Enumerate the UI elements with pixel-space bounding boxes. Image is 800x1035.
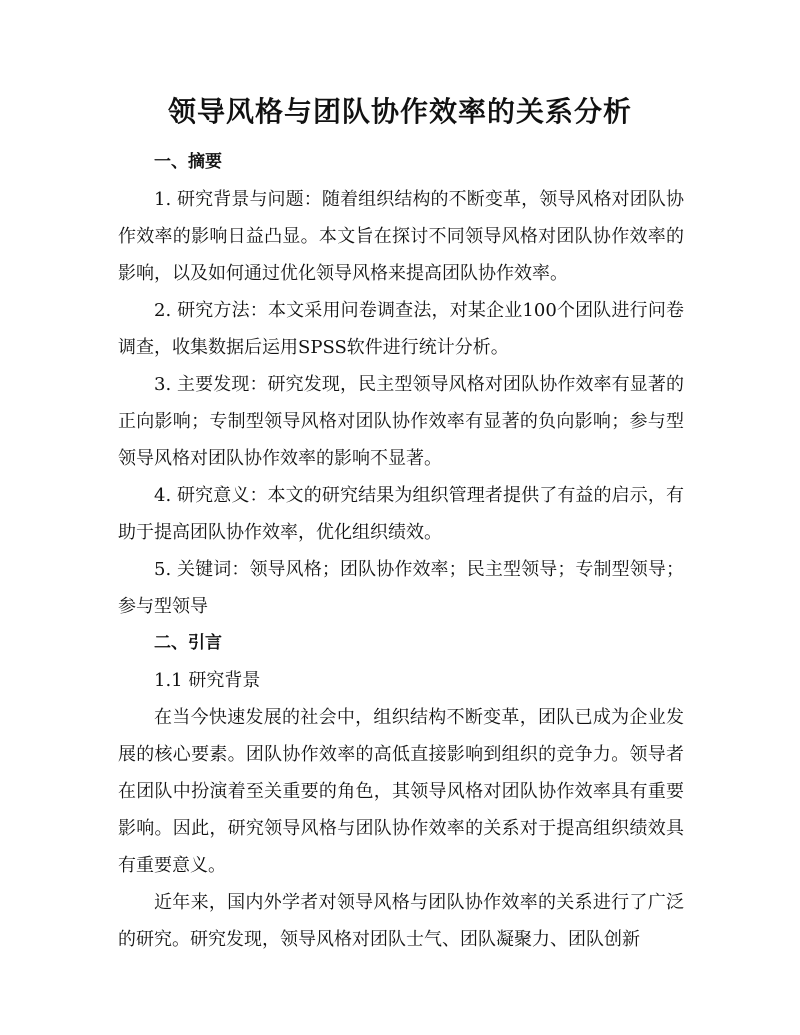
section-heading-introduction: 二、引言	[154, 633, 222, 653]
intro-paragraph: 近年来，国内外学者对领导风格与团队协作效率的关系进行了广泛的研究。研究发现，领导风格对团队士气、团队凝聚力、团队创新	[118, 892, 684, 950]
document-body	[118, 144, 684, 958]
abstract-item-background: 1. 研究背景与问题：随着组织结构的不断变革，领导风格对团队协作效率的影响日益凸显。本文旨在探讨不同领导风格对团队协作效率的影响，以及如何通过优化领导风格来提高团队协作效率。	[118, 189, 684, 284]
abstract-item-findings: 3. 主要发现：研究发现，民主型领导风格对团队协作效率有显著的正向影响；专制型领导风格对团队协作效率有显著的负向影响；参与型领导风格对团队协作效率的影响不显著。	[118, 374, 684, 469]
abstract-item-keywords: 5. 关键词：领导风格；团队协作效率；民主型领导；专制型领导；参与型领导	[118, 559, 684, 617]
intro-paragraph: 在当今快速发展的社会中，组织结构不断变革，团队已成为企业发展的核心要素。团队协作效率的高低直接影响到组织的竞争力。领导者在团队中扮演着至关重要的角色，其领导风格对团队协作效率具有重要影响。因此，研究领导风格与团队协作效率的关系对于提高组织绩效具有重要意义。	[118, 707, 684, 876]
subsection-heading-background: 1.1 研究背景	[154, 670, 261, 691]
document-title: 领导风格与团队协作效率的关系分析	[167, 95, 632, 128]
abstract-item-method: 2. 研究方法：本文采用问卷调查法，对某企业100个团队进行问卷调查，收集数据后运用SPSS软件进行统计分析。	[118, 300, 684, 358]
section-heading-abstract: 一、摘要	[154, 152, 222, 172]
abstract-item-significance: 4. 研究意义：本文的研究结果为组织管理者提供了有益的启示，有助于提高团队协作效率，优化组织绩效。	[118, 485, 684, 543]
